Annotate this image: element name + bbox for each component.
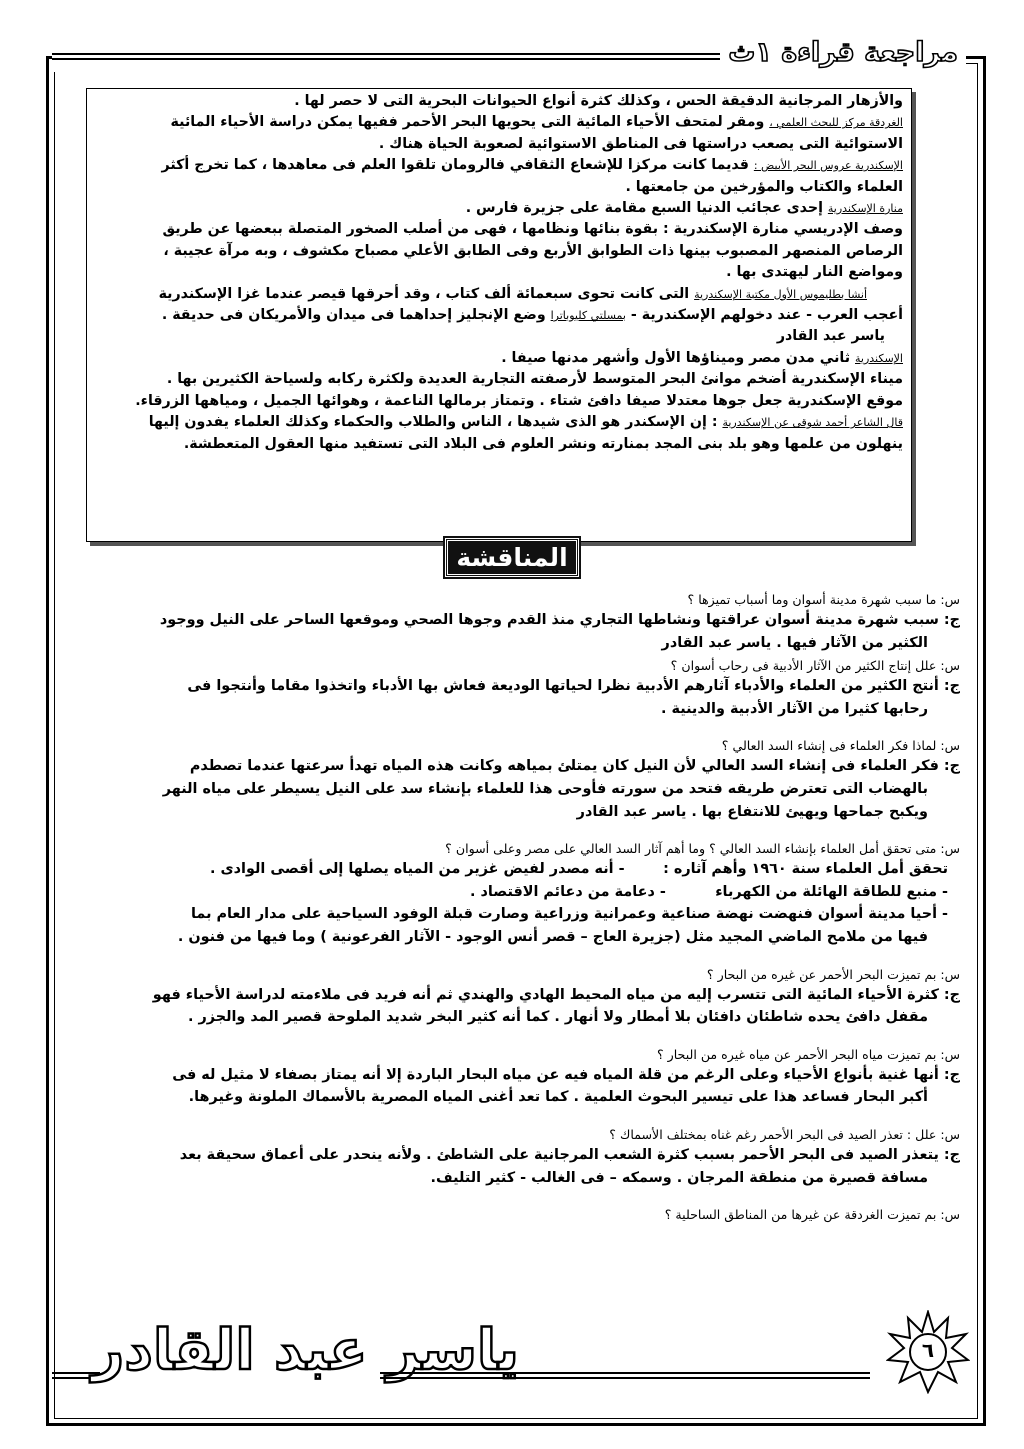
topic-tag: قال الشاعر أحمد شوقى عن الإسكندرية bbox=[722, 416, 903, 430]
box-line: أنشا بطليموس الأول مكتبة الإسكندرية التى كانت تحوى سبعمائة ألف كتاب ، وقد أحرقها قيصر عندما غزا الإسكندرية bbox=[158, 285, 867, 302]
box-line: منارة الإسكندرية إحدى عجائب الدنيا السبع مقامة على جزيرة فارس . bbox=[465, 200, 903, 217]
topic-tag: الغردقة مركز للبحث العلمي ، bbox=[769, 116, 903, 130]
box-line: وصف الإدريسي منارة الإسكندرية : بقوة بنائها ونظامها ، فهى من أصلب الصخور المتصلة ببعضها عن طريق bbox=[162, 221, 903, 238]
box-line: الغردقة مركز للبحث العلمي ، ومقر لمتحف الأحياء المائية التى يحويها البحر الأحمر ففيها يمكن دراسة الأحياء المائية bbox=[170, 114, 903, 131]
topic-tag: الإسكندرية bbox=[855, 351, 903, 365]
box-line: أعجب العرب - عند دخولهم الإسكندرية - بمسلتي كليوباترا وضع الإنجليز إحداهما فى ميدان والأمريكان فى حديقة . bbox=[161, 307, 903, 324]
question: س: بم تميزت الغردقة عن غيرها من المناطق الساحلية ؟ bbox=[664, 1207, 960, 1223]
reference-box bbox=[86, 88, 912, 542]
topic-tag: أنشا بطليموس الأول مكتبة الإسكندرية bbox=[694, 287, 867, 301]
answer: ج: كثرة الأحياء المائية التى تتسرب إليه من مياه المحيط الهادي والهندي ثم أنه فريد فى ملاءمته لدراسة الأحياء فهو مقفل دافئ يحده شاطئان دافئان بلا أمطار ولا أنهار . كما أنه كثير البخر شديد الملوحة قصير المد والجزر . bbox=[152, 986, 960, 1026]
question: س: بم تميزت البحر الأحمر عن غيره من البحار ؟ bbox=[706, 966, 960, 982]
footer-rule bbox=[380, 1372, 870, 1379]
author-line: ياسر عبد القادر bbox=[776, 328, 885, 345]
topic-tag: الإسكندرية عروس البحر الأبيض : bbox=[753, 159, 903, 173]
box-line: الإسكندرية عروس البحر الأبيض : قديما كانت مركزا للإشعاع الثقافي فالرومان تلقوا العلم فى معاهدها ، كما تخرج أكثر bbox=[161, 157, 903, 174]
question: س: علل إنتاج الكثير من الآثار الأدبية فى رحاب أسوان ؟ bbox=[670, 658, 960, 674]
answer: ج: أنتج الكثير من العلماء والأدباء آثارهم الأدبية نظرا لحياتها الوديعة فعاش بها الأدباء واتخذوا مقاما وأنتجوا فى رحابها كثيرا من الآثار الأدبية والدينية . bbox=[187, 678, 960, 717]
box-line: ينهلون من علمها وهو بلد بنى المجد بمنارته ونشر العلوم فى البلاد التى تستفيد منها العقول المتعطشة. bbox=[183, 435, 903, 452]
answer: ج: سبب شهرة مدينة أسوان عراقتها ونشاطها التجاري منذ القدم وجوها الصحي وموقعها الساحر على النيل ووجود الكثير من الآثار فيها . ياسر عبد القادر bbox=[159, 612, 960, 651]
author-signature: ياسر عبد القادر bbox=[92, 1318, 519, 1383]
header-rule bbox=[52, 53, 720, 60]
answer: ج: أنها غنية بأنواع الأحياء وعلى الرغم من قلة المياه فيه عن مياه البحار الباردة إلا أنه يمتاز بصفاء لا مثيل له فى أكبر البحار فساعد هذا على تيسير البحوث العلمية . كما تعد أغنى المياه المصرية بالأسماك الملونة وغيرها. bbox=[172, 1066, 960, 1106]
box-line: الاستوائية التى يصعب دراستها فى المناطق الاستوائية لصعوبة الحياة هناك . bbox=[378, 135, 903, 152]
box-line: ميناء الإسكندرية أضخم موانئ البحر المتوسط لأرصفته التجارية العديدة ولكثرة ركابه ولسياحة الكثيرين بها . bbox=[166, 371, 903, 388]
question: س: لماذا فكر العلماء فى إنشاء السد العالي ؟ bbox=[721, 738, 960, 754]
box-line: ومواضع النار ليهتدى بها . bbox=[726, 264, 903, 281]
answer: ج: فكر العلماء فى إنشاء السد العالي لأن النيل كان يمتلئ بمياهه وكانت هذه المياه تهدأ سرعتها عندما تصطدم بالهضاب التى تعترض طريقه فتحد من سورته فأوحى هذا للعلماء بإنشاء سد على النيل يسيطر على مياه النهر ويكبح جماحها ويهيئ للانتفاع بها . ياسر عبد القادر bbox=[162, 758, 960, 820]
question: س: علل : تعذر الصيد فى البحر الأحمر رغم غناه بمختلف الأسماك ؟ bbox=[609, 1126, 960, 1142]
box-line: العلماء والكتاب والمؤرخين من جامعتها . bbox=[625, 178, 903, 195]
discussion-heading bbox=[0, 538, 1024, 577]
topic-tag: منارة الإسكندرية bbox=[827, 202, 903, 216]
question: س: بم تميزت مياه البحر الأحمر عن مياه غيره من البحار ؟ bbox=[656, 1046, 960, 1062]
qa-section bbox=[80, 588, 960, 1224]
box-line: والأزهار المرجانية الدقيقة الحس ، وكذلك كثرة أنواع الحيوانات البحرية التى لا حصر لها . bbox=[294, 93, 903, 109]
page-number: ٦ bbox=[921, 1338, 935, 1362]
discussion-title: المناقشة bbox=[445, 538, 578, 577]
answer: ج: يتعذر الصيد فى البحر الأحمر بسبب كثرة الشعب المرجانية على الشاطئ . ولأنه ينحدر على أعماق سحيقة بعد مسافة قصيرة من منطقة المرجان . وسمكه – فى الغالب - كثير التليف. bbox=[179, 1146, 960, 1186]
question: س: متى تحقق أمل العلماء بإنشاء السد العالي ؟ وما أهم آثار السد العالي على مصر وعلى أسوان ؟ bbox=[445, 841, 960, 857]
box-line: قال الشاعر أحمد شوقى عن الإسكندرية : إن الإسكندر هو الذى شيدها ، الناس والطلاب والحكماء وكذلك العلماء يفدون إليها bbox=[148, 414, 903, 431]
box-line: الرصاص المنصهر المصبوب بينها ذات الطوابق الأربع وفى الطابق الأعلي مصباح مكشوف ، وبه مرآة عجيبة ، bbox=[163, 242, 903, 259]
page-title: مراجعة قراءة ١ث bbox=[720, 37, 966, 68]
answer: تحقق أمل العلماء سنة ١٩٦٠ وأهم آثاره : - أنه مصدر لفيض غزير من المياه يصلها إلى أقصى الوادى . - منبع للطاقة الهائلة من الكهرباء - دعامة من دعائم الاقتصاد . - أحيا مدينة أسوان فنهضت نهضة صناعية وعمرانية وزراعية وصارت قبلة الوفود السياحية على مدار العام بما فيها من ملامح الماضي المجيد مثل (جزيرة العاج – قصر أنس الوجود - الآثار الفرعونية ) وما فيها من فنون . bbox=[177, 861, 948, 945]
topic-tag: بمسلتي كليوباترا bbox=[550, 309, 626, 323]
box-line: موقع الإسكندرية جعل جوها معتدلا صيفا دافئ شتاء . وتمتاز برمالها الناعمة ، وهوائها الجميل ، ومياهها الزرقاء. bbox=[135, 392, 903, 409]
box-line: الإسكندرية ثاني مدن مصر وميناؤها الأول وأشهر مدنها صيفا . bbox=[501, 349, 903, 366]
page-header bbox=[52, 32, 966, 72]
question: س: ما سبب شهرة مدينة أسوان وما أسباب تميزها ؟ bbox=[687, 592, 960, 607]
